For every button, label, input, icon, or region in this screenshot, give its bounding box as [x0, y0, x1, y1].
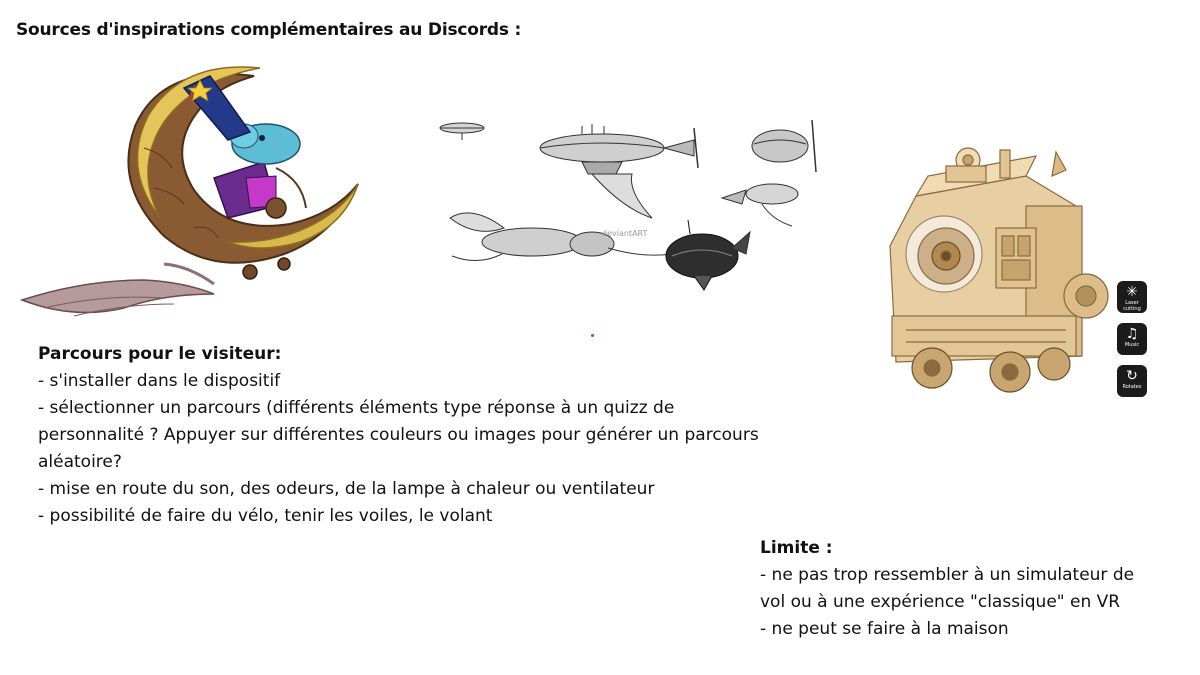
- limits-section: [760, 535, 1180, 643]
- watermark-text: deviantART: [602, 229, 648, 238]
- music-note-icon: ♫ Music: [1117, 323, 1147, 355]
- laser-cutting-icon: ✳ Laser cutting: [1117, 281, 1147, 313]
- visitor-journey-section: [38, 341, 838, 530]
- visitor-line: - sélectionner un parcours (différents éléments type réponse à un quizz de: [38, 398, 675, 418]
- page-heading: Sources d'inspirations complémentaires au Discords :: [16, 20, 522, 40]
- limit-line: - ne pas trop ressembler à un simulateur de: [760, 565, 1135, 585]
- moon-ship-image: [14, 58, 364, 328]
- limit-line: - ne peut se faire à la maison: [760, 619, 1009, 639]
- visitor-journey-title: Parcours pour le visiteur:: [38, 344, 282, 364]
- stray-dot: [591, 334, 594, 337]
- visitor-line: - s'installer dans le dispositif: [38, 371, 281, 391]
- limits-title: Limite :: [760, 538, 833, 558]
- rotate-icon: ↻ Rotates: [1117, 365, 1147, 397]
- visitor-line: aléatoire?: [38, 452, 122, 472]
- visitor-line: personnalité ? Appuyer sur différentes couleurs ou images pour générer un parcours: [38, 425, 759, 445]
- visitor-line: - mise en route du son, des odeurs, de la lampe à chaleur ou ventilateur: [38, 479, 655, 499]
- limit-line: vol ou à une expérience "classique" en VR: [760, 592, 1121, 612]
- wooden-vehicle-image: [876, 136, 1112, 398]
- airships-sketch-image: [432, 108, 832, 298]
- visitor-line: - possibilité de faire du vélo, tenir les voiles, le volant: [38, 506, 493, 526]
